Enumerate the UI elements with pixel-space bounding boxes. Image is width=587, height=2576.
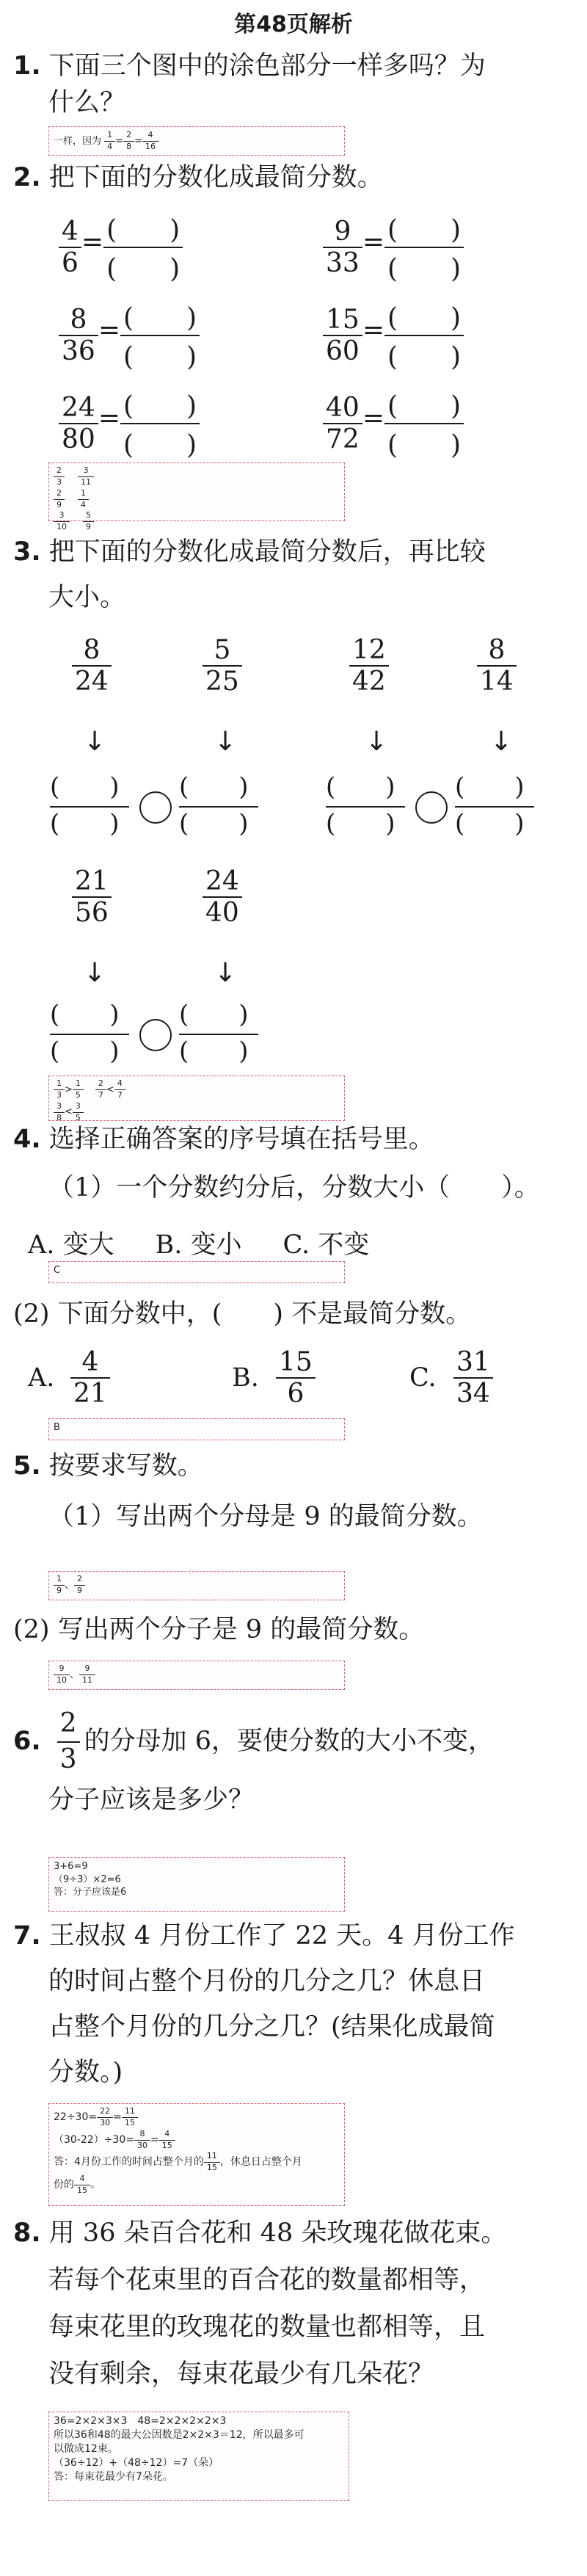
question-number: 2.	[13, 163, 41, 192]
question-number: 3.	[13, 537, 41, 567]
fraction: $\frac{4}{16}$	[142, 130, 158, 153]
option-b[interactable]: $\frac{15}{6}$	[276, 1347, 316, 1409]
question-text: 选择正确答案的序号填在括号里。	[48, 1125, 434, 1154]
down-arrow-icon: ↓	[214, 958, 237, 988]
question-text: 按要求写数。	[48, 1451, 203, 1481]
simplify-item-3: $\frac{8}{36}$ = $\frac{( )}{( )}$	[59, 297, 200, 374]
simplify-item-5: $\frac{24}{80}$ = $\frac{( )}{( )}$	[59, 385, 200, 462]
question-8-line4: 没有剩余，每束花最少有几朵花？	[48, 2359, 434, 2389]
answer-slot[interactable]: ( )	[50, 1037, 120, 1066]
down-arrow-icon: ↓	[365, 727, 388, 757]
question-text: 把下面的分数化成最简分数后，再比较	[48, 537, 486, 567]
fraction: $\frac{8}{14}$	[477, 635, 517, 697]
question-1-line2: 什么？	[48, 88, 126, 117]
answer-box-5-1: $\frac{1}{9}$ 、 $\frac{2}{9}$	[48, 1571, 345, 1600]
fraction-bar	[179, 1034, 258, 1035]
fraction-bar	[455, 806, 534, 808]
answer-slot[interactable]: $\frac{( )}{( )}$	[120, 297, 200, 374]
question-8	[13, 2217, 506, 2251]
question-3-line2: 大小。	[48, 583, 126, 612]
question-number: 1.	[13, 51, 41, 81]
fraction: $\frac{24}{40}$	[203, 866, 242, 928]
down-arrow-icon: ↓	[490, 727, 513, 757]
compare-circle[interactable]	[139, 1019, 172, 1051]
answer-slot[interactable]: ( )	[455, 809, 525, 838]
option-b[interactable]: B. 变小	[155, 1230, 242, 1260]
page-title: 第48页解析	[234, 12, 353, 37]
question-text: 用 36 朵百合花和 48 朵玫瑰花做花束。	[48, 2218, 507, 2248]
option-a[interactable]: A. 变大	[28, 1230, 114, 1260]
question-7	[13, 1920, 515, 1953]
fraction: $\frac{2}{8}$	[123, 130, 134, 153]
answer-line: 份的 $\frac{4}{15}$ 。	[54, 2174, 101, 2195]
question-7-line4: 分数。)	[48, 2058, 123, 2087]
option-c-label: C.	[409, 1363, 437, 1393]
fraction: $\frac{12}{42}$	[349, 635, 389, 697]
answer-slot[interactable]: ( )	[326, 809, 395, 838]
question-7-line3: 占整个月份的几分之几？(结果化成最简	[48, 2012, 495, 2042]
options-4-2	[28, 1347, 571, 1421]
answer-line: 答：每束花最少有7朵花。	[54, 2470, 173, 2483]
question-text: 的分母加 6，要使分数的大小不变，	[84, 1727, 494, 1757]
answer-slot[interactable]: $\frac{( )}{( )}$	[120, 385, 200, 462]
question-5-part-1: （1）写出两个分母是 9 的最简分数。	[48, 1502, 483, 1531]
answer-line: 答：分子应该是6	[54, 1887, 127, 1898]
question-3	[13, 536, 486, 570]
question-4-part-2: (2) 下面分数中，( ) 不是最简分数。	[13, 1299, 472, 1329]
options-4-1	[28, 1224, 369, 1261]
simplify-item-2: $\frac{9}{33}$ = $\frac{( )}{( )}$	[323, 209, 464, 286]
question-number: 8.	[13, 2218, 41, 2248]
simplify-item-6: $\frac{40}{72}$ = $\frac{( )}{( )}$	[323, 385, 464, 462]
fraction: $\frac{2}{3}$	[57, 1707, 80, 1777]
down-arrow-icon: ↓	[84, 958, 106, 988]
answer-line: 22÷30= $\frac{22}{30}$ = $\frac{11}{15}$	[54, 2106, 340, 2129]
question-7-line2: 的时间占整个月份的几分之几？休息日	[48, 1967, 486, 1996]
answer-box-3: $\frac{1}{3}$ > $\frac{1}{5}$ $\frac{2}{7}$ < $\frac{4}{7}$ $\frac{3}{8}$ < $\frac{3}{5}$	[48, 1075, 345, 1121]
question-5	[13, 1450, 203, 1484]
fraction-bar	[326, 806, 405, 808]
answer-box-6	[48, 1857, 345, 1912]
down-arrow-icon: ↓	[84, 727, 106, 757]
answer-box-7	[48, 2103, 345, 2206]
question-6-line2: 分子应该是多少？	[48, 1785, 255, 1815]
answer-slot[interactable]: ( )	[179, 1000, 249, 1029]
option-a-label: A.	[28, 1363, 55, 1393]
question-4	[13, 1123, 434, 1157]
option-a[interactable]: $\frac{4}{21}$	[70, 1347, 110, 1409]
answer-slot[interactable]: $\frac{( )}{( )}$	[103, 209, 183, 286]
compare-circle[interactable]	[139, 791, 172, 824]
question-5-part-2: (2) 写出两个分子是 9 的最简分数。	[13, 1615, 425, 1644]
question-number: 4.	[13, 1125, 41, 1154]
answer-box-8	[48, 2412, 349, 2501]
fraction-bar	[50, 806, 129, 808]
down-arrow-icon: ↓	[214, 727, 237, 757]
answer-line: 以做成12束。	[54, 2442, 118, 2455]
answer-box-2: $\frac{2}{3}$ $\frac{3}{11}$ $\frac{2}{9}$ $\frac{1}{4}$ $\frac{3}{10}$ $\frac{5}{9}$	[48, 462, 345, 521]
answer-slot[interactable]: ( )	[50, 1000, 120, 1029]
question-text: 下面三个图中的涂色部分一样多吗？为	[48, 51, 486, 81]
question-text: 王叔叔 4 月份工作了 22 天。4 月份工作	[48, 1921, 515, 1951]
question-text: 把下面的分数化成最简分数。	[48, 163, 383, 192]
fraction: $\frac{1}{4}$	[104, 130, 115, 153]
answer-line: 36=2×2×3×3 48=2×2×2×2×3	[54, 2415, 227, 2427]
fraction: $\frac{21}{56}$	[72, 866, 112, 928]
answer-slot[interactable]: $\frac{( )}{( )}$	[384, 385, 464, 462]
answer-line: （36÷12）+（48÷12）=7（朵）	[54, 2456, 219, 2469]
compare-circle[interactable]	[415, 791, 448, 824]
question-6	[13, 1707, 494, 1777]
question-2	[13, 162, 383, 195]
answer-line: （30-22）÷30= $\frac{8}{30}$ = $\frac{4}{15}$	[54, 2129, 340, 2152]
question-number: 6.	[13, 1727, 41, 1757]
question-8-line3: 每束花里的玫瑰花的数量也都相等，且	[48, 2312, 486, 2342]
answer-box-5-2: $\frac{9}{10}$ 、 $\frac{9}{11}$	[48, 1661, 345, 1690]
answer-text: 一样，因为	[54, 135, 102, 147]
answer-line: 3+6=9	[54, 1861, 88, 1872]
question-8-line2: 若每个花束里的百合花的数量都相等，	[48, 2265, 486, 2295]
answer-slot[interactable]: ( )	[455, 772, 525, 802]
answer-slot[interactable]: $\frac{( )}{( )}$	[384, 209, 464, 286]
option-c[interactable]: $\frac{31}{34}$	[453, 1347, 493, 1409]
answer-slot[interactable]: $\frac{( )}{( )}$	[384, 297, 464, 374]
answer-slot[interactable]: ( )	[179, 772, 249, 802]
question-4-part-1: （1）一个分数约分后，分数大小（ ）。	[48, 1173, 540, 1202]
fraction: $\frac{5}{25}$	[203, 635, 242, 697]
answer-slot[interactable]: ( )	[179, 809, 249, 838]
answer-slot[interactable]: ( )	[50, 772, 120, 802]
fraction: $\frac{8}{24}$	[72, 635, 112, 697]
fraction-bar	[50, 1034, 129, 1035]
answer-line: 答：4月份工作的时间占整个月的 $\frac{11}{15}$ ，休息日占整个月	[54, 2151, 302, 2173]
question-number: 7.	[13, 1921, 41, 1951]
answer-slot[interactable]: ( )	[50, 809, 120, 838]
simplify-item-1: $\frac{4}{6}$ = $\frac{( )}{( )}$	[59, 209, 183, 286]
option-c[interactable]: C. 不变	[282, 1230, 370, 1260]
answer-slot[interactable]: ( )	[179, 1037, 249, 1066]
answer-line: （9÷3）×2=6	[54, 1873, 121, 1885]
answer-box-4-2: B	[48, 1418, 345, 1440]
option-b-label: B.	[232, 1363, 259, 1393]
answer-box-1: 一样，因为 $\frac{1}{4}$ = $\frac{2}{8}$ = $\frac{4}{16}$	[48, 126, 345, 156]
question-number: 5.	[13, 1451, 41, 1481]
answer-line: 所以36和48的最大公因数是2×2×3＝12，所以最多可	[54, 2428, 305, 2441]
question-1	[13, 50, 486, 84]
answer-box-4-1: C	[48, 1261, 345, 1283]
simplify-item-4: $\frac{15}{60}$ = $\frac{( )}{( )}$	[323, 297, 464, 374]
answer-slot[interactable]: ( )	[326, 772, 395, 802]
fraction-bar	[179, 806, 258, 808]
